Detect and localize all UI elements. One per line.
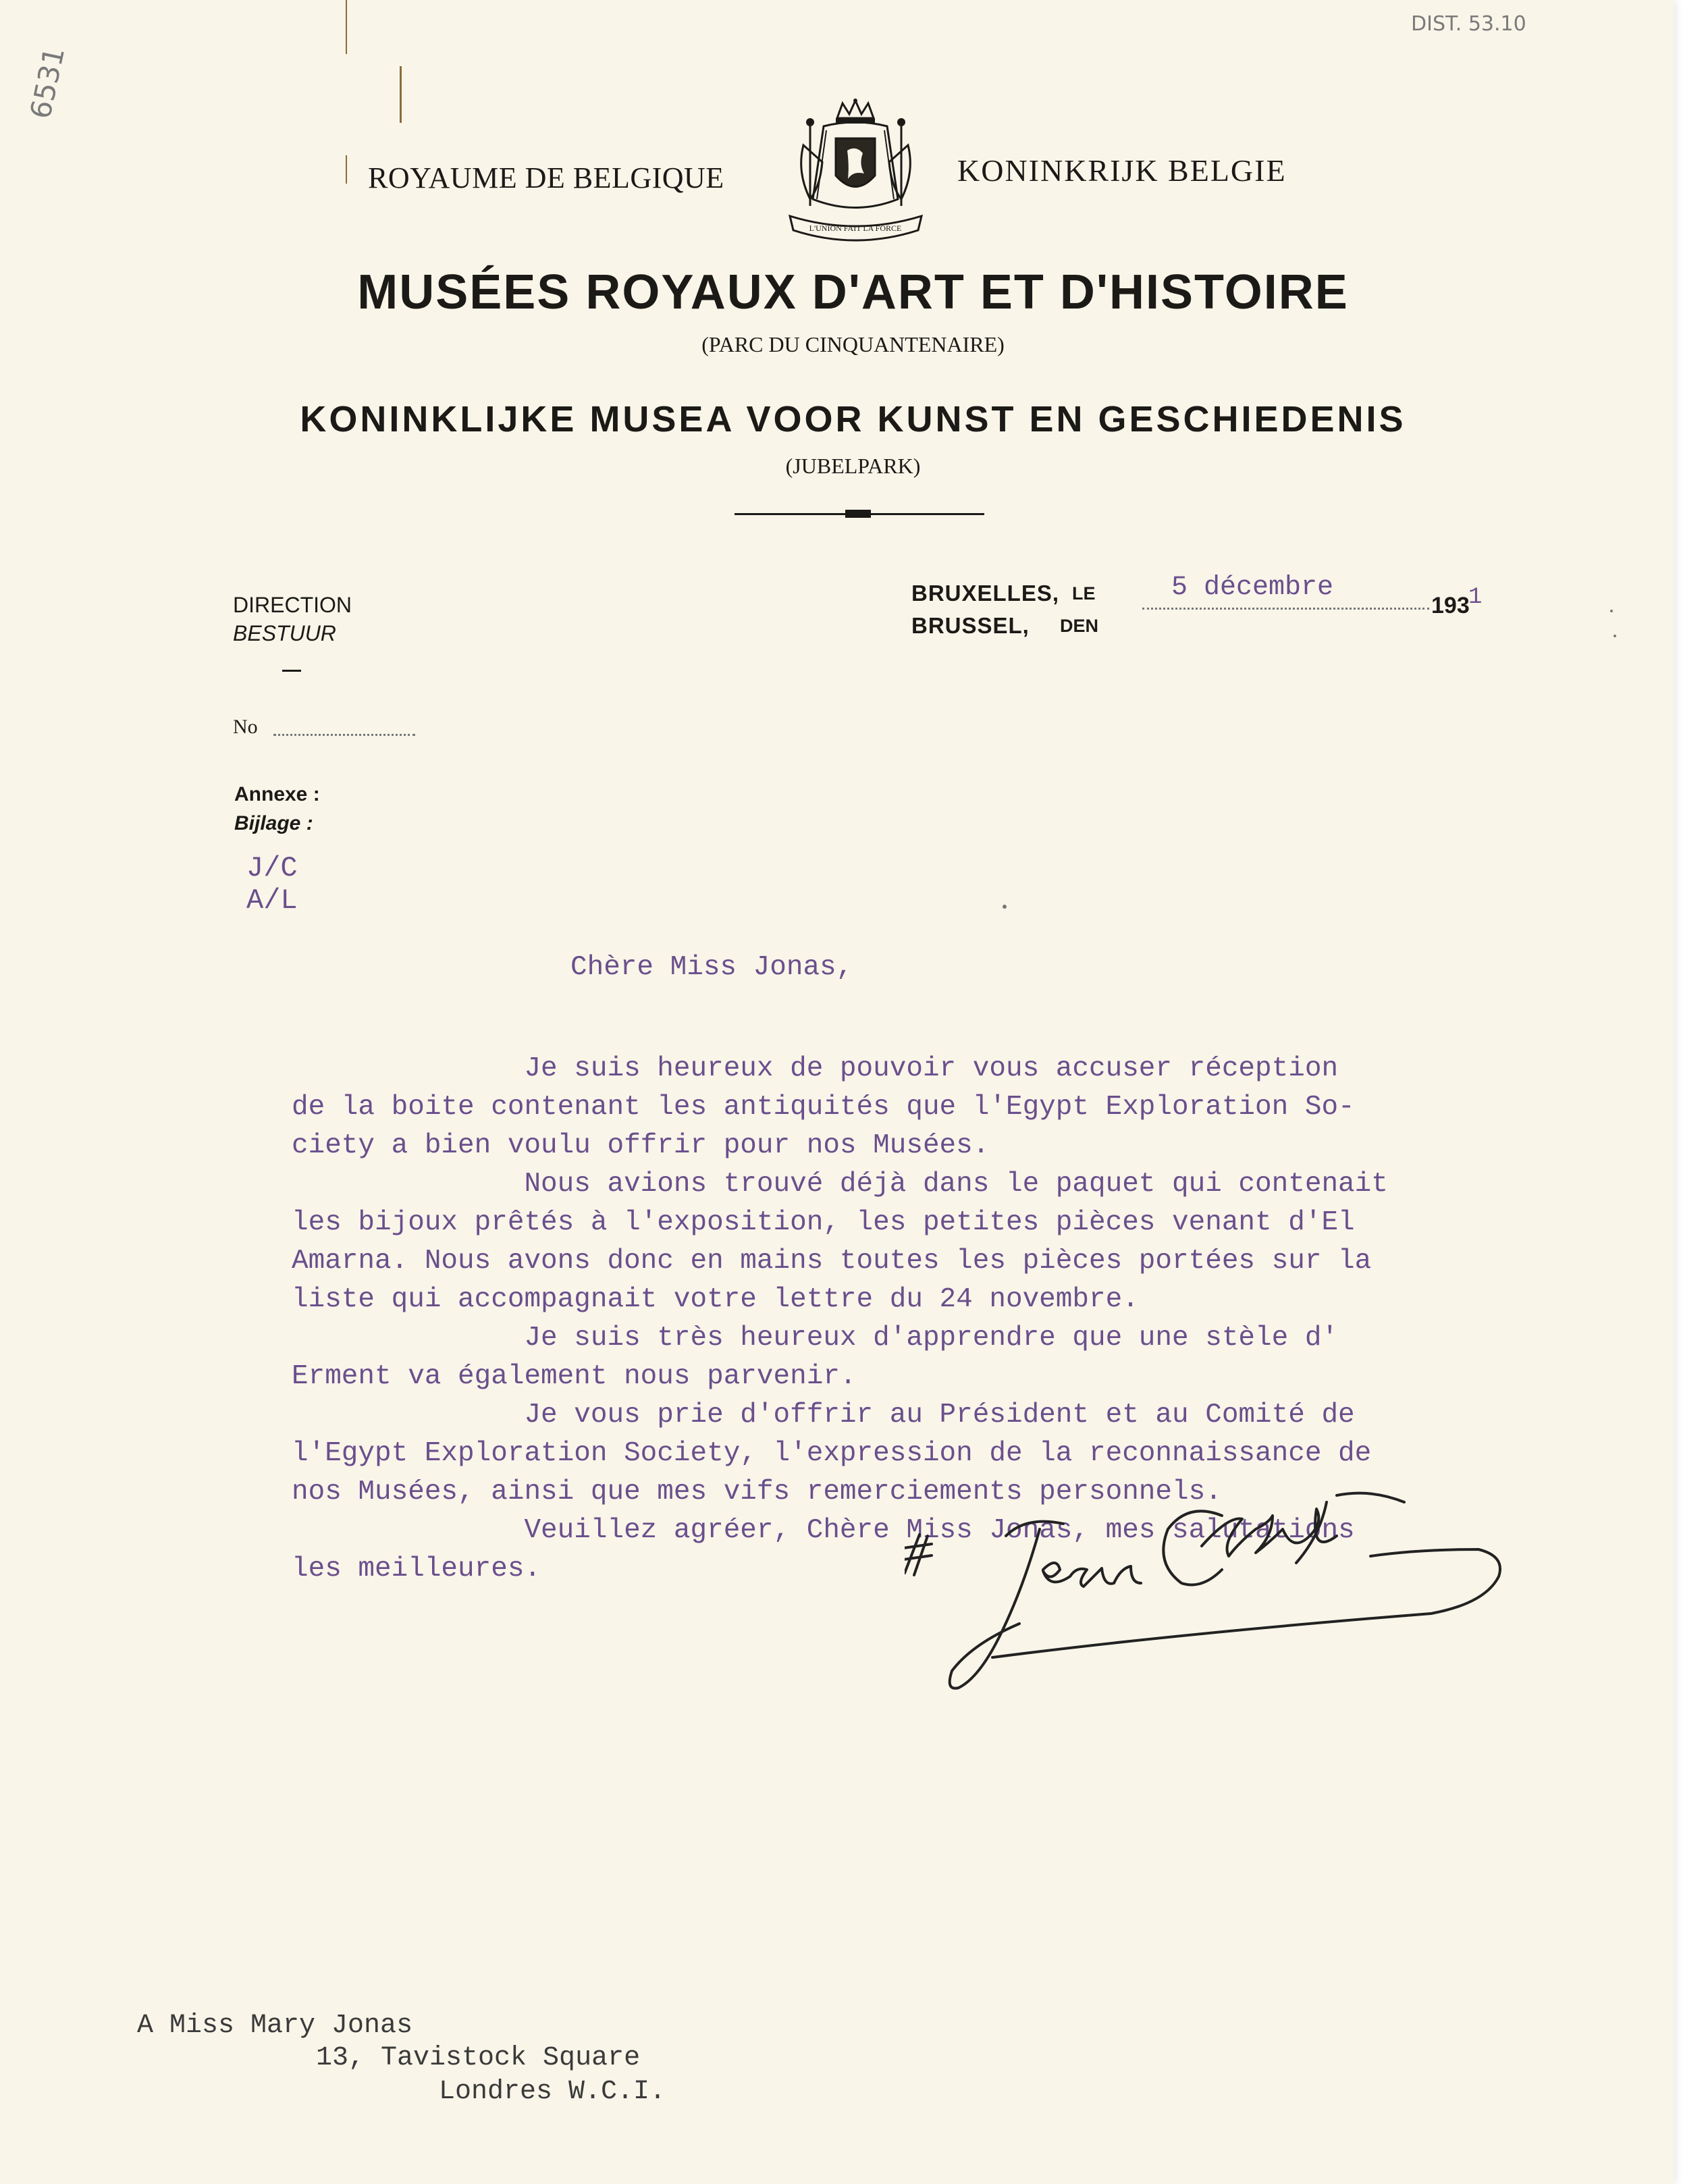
archive-number: 6531: [24, 44, 72, 122]
reference-initials: J/C: [246, 852, 298, 884]
museum-subtitle-dutch: (JUBELPARK): [785, 454, 921, 478]
paper-speck: [1614, 635, 1616, 637]
city-french-le: LE: [1072, 583, 1096, 604]
date-value: 5 décembre: [1171, 572, 1334, 603]
archive-reference: DIST. 53.10: [1411, 12, 1526, 36]
museum-title-french: MUSÉES ROYAUX D'ART ET D'HISTOIRE: [357, 265, 1349, 319]
year-printed: 193: [1431, 593, 1470, 618]
city-dutch: BRUSSEL,: [911, 613, 1030, 638]
handwritten-signature: [905, 1489, 1539, 1705]
bestuur-label: BESTUUR: [233, 621, 336, 645]
number-label: No: [233, 716, 258, 738]
kingdom-dutch: KONINKRIJK BELGIE: [957, 153, 1287, 188]
recipient-name: A Miss Mary Jonas: [137, 2010, 413, 2041]
recipient-city: Londres W.C.I.: [439, 2077, 666, 2107]
pencil-mark: [400, 66, 402, 123]
pencil-mark: [346, 0, 347, 54]
reference-initials: A/L: [246, 884, 298, 917]
letter-salutation: Chère Miss Jonas,: [570, 952, 853, 983]
recipient-street: 13, Tavistock Square: [316, 2043, 641, 2073]
city-dutch-den: DEN: [1060, 616, 1099, 636]
pencil-mark: [346, 155, 347, 184]
museum-subtitle-french: (PARC DU CINQUANTENAIRE): [701, 332, 1005, 356]
paper-speck: [1003, 905, 1007, 909]
crest-motto: L'UNION FAIT LA FORCE: [809, 223, 902, 233]
number-field: [273, 734, 415, 736]
kingdom-french: ROYAUME DE BELGIQUE: [368, 161, 724, 194]
direction-label: DIRECTION: [233, 593, 352, 617]
city-french: BRUXELLES,: [911, 581, 1060, 606]
letterhead-divider-ornament: [845, 510, 871, 518]
annexe-label: Annexe :: [234, 783, 320, 805]
date-field: [1142, 608, 1429, 610]
belgian-crest-icon: [783, 98, 928, 250]
year-typed-digit: 1: [1468, 585, 1483, 610]
museum-title-dutch: KONINKLIJKE MUSEA VOOR KUNST EN GESCHIEDENIS: [300, 399, 1406, 440]
paper-speck: [1610, 610, 1613, 612]
divider-dash: [282, 670, 301, 672]
letter-body: Je suis heureux de pouvoir vous accuser réception de la boite contenant les antiquités que l'Egypt Exploration So- ciety a bien voulu offrir pour nos Musées. Nous avions trouvé déjà dans le paquet qui contenait les bijoux prêtés à l'exposition, les petites pièces venant d'El Amarna. Nous avons donc en mains toutes les pièces portées sur la liste qui accompagnait votre lettre du 24 novembre. Je suis très heureux d'apprendre que une stèle d' Erment va également nous parvenir. Je vous prie d'offrir au Président et au Comité de l'Egypt Exploration Society, l'expression de la reconnaissance de nos Musées, ainsi que mes vifs remerciements personnels. Veuillez agréer, Chère Miss Jonas, mes salutations les meilleures.: [292, 1053, 1388, 1584]
bijlage-label: Bijlage :: [234, 812, 313, 834]
